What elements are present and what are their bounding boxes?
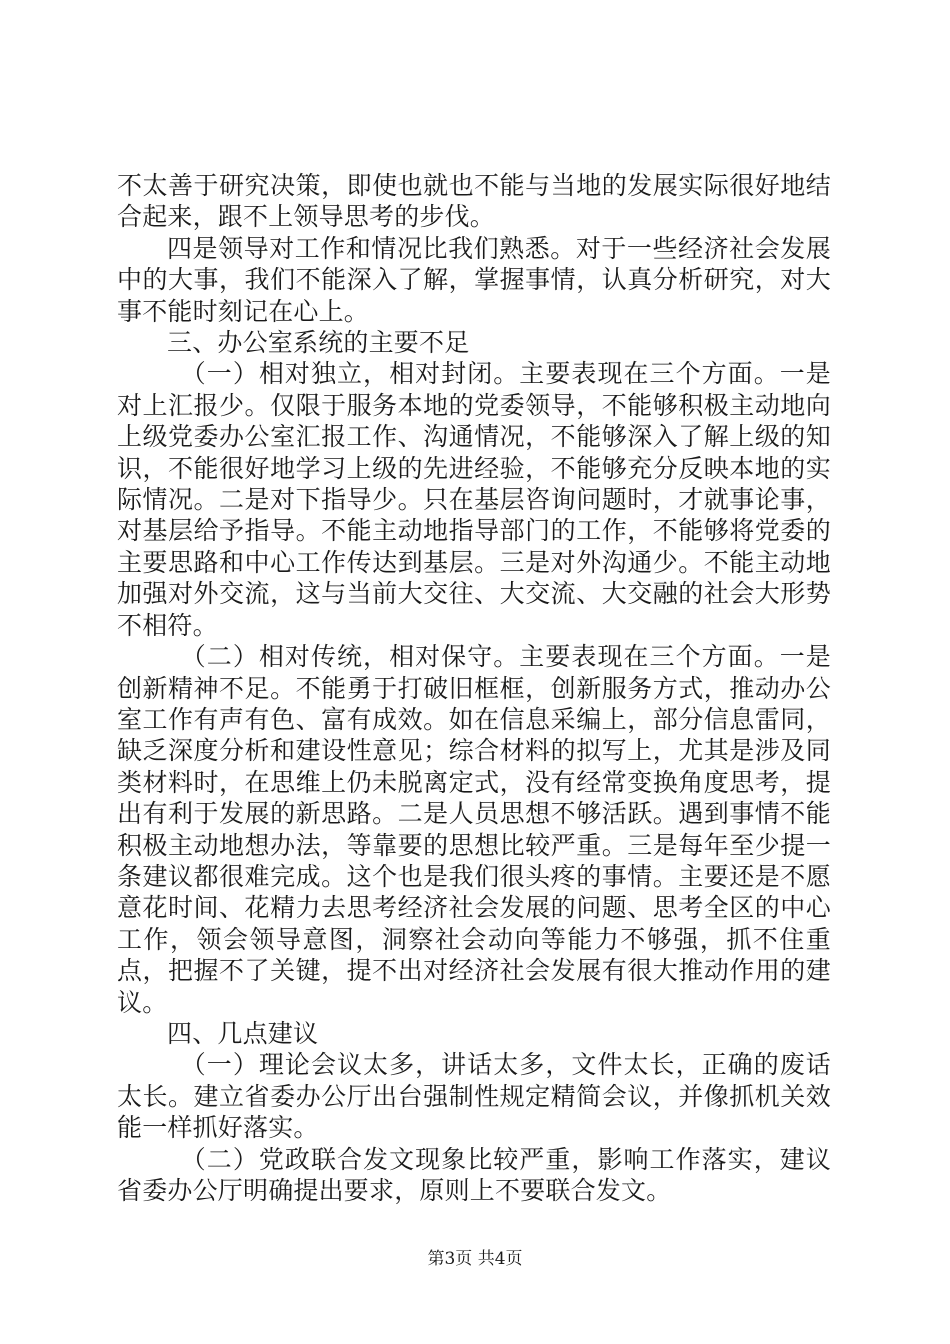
paragraph-3-1: （一）相对独立，相对封闭。主要表现在三个方面。一是对上汇报少。仅限于服务本地的党委领导，不能够积极主动地向上级党委办公室汇报工作、沟通情况，不能够深入了解上级的知识，不能很好地学习上级的先进经验，不能够充分反映本地的实际情况。二是对下指导少。只在基层咨询问题时，才就事论事，对基层给予指导。不能主动地指导部门的工作，不能够将党委的主要思路和中心工作传达到基层。三是对外沟通少。不能主动地加强对外交流，这与当前大交往、大交流、大交融的社会大形势不相符。 [117, 359, 831, 640]
paragraph-3-2: （二）相对传统，相对保守。主要表现在三个方面。一是创新精神不足。不能勇于打破旧框框，创新服务方式，推动办公室工作有声有色、富有成效。如在信息采编上，部分信息雷同，缺乏深度分析和建设性意见；综合材料的拟写上，尤其是涉及同类材料时，在思维上仍未脱离定式，没有经常变换角度思考，提出有利于发展的新思路。二是人员思想不够活跃。遇到事情不能积极主动地想办法，等靠要的思想比较严重。三是每年至少提一条建议都很难完成。这个也是我们很头疼的事情。主要还是不愿意花时间、花精力去思考经济社会发展的问题、思考全区的中心工作，领会领导意图，洞察社会动向等能力不够强，抓不住重点，把握不了关键，提不出对经济社会发展有很大推动作用的建议。 [117, 642, 831, 1017]
section-heading-4: 四、几点建议 [167, 1018, 319, 1048]
page-footer: 第3页 共4页 [427, 1249, 523, 1269]
paragraph-1: 不太善于研究决策，即使也就也不能与当地的发展实际很好地结合起来，跟不上领导思考的步伐。 [117, 171, 831, 232]
section-heading-3: 三、办公室系统的主要不足 [167, 328, 470, 358]
paragraph-4-2: （二）党政联合发文现象比较严重，影响工作落实，建议省委办公厅明确提出要求，原则上不要联合发文。 [117, 1144, 831, 1205]
paragraph-4-1: （一）理论会议太多，讲话太多，文件太长，正确的废话太长。建立省委办公厅出台强制性规定精简会议，并像抓机关效能一样抓好落实。 [117, 1050, 831, 1143]
paragraph-2: 四是领导对工作和情况比我们熟悉。对于一些经济社会发展中的大事，我们不能深入了解，掌握事情，认真分析研究，对大事不能时刻记在心上。 [117, 233, 831, 326]
document-body [117, 170, 831, 1206]
